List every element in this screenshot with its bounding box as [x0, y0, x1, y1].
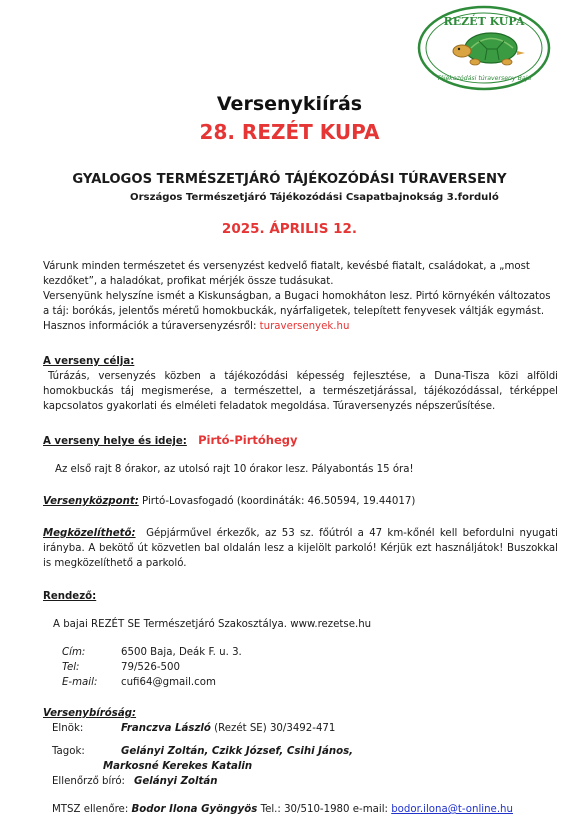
access-paragraph	[43, 526, 558, 571]
organizer-text: A bajai REZÉT SE Természetjáró Szakosztálya. www.rezetse.hu	[53, 619, 372, 630]
organizer-heading: Rendező:	[43, 591, 97, 602]
rezet-kupa-logo	[417, 5, 551, 91]
phone-value: 79/526-500	[121, 662, 180, 673]
address-label: Cím:	[62, 647, 86, 658]
turaversenyek-link[interactable]: turaversenyek.hu	[259, 321, 350, 332]
event-subtitle: Országos Természetjáró Tájékozódási Csapatbajnokság 3.forduló	[130, 192, 499, 203]
members-line-1: Gelányi Zoltán, Czikk József, Csihi János,	[121, 746, 354, 757]
document-title: Versenykiírás	[216, 93, 363, 115]
jury-details	[0, 721, 579, 791]
intro-paragraph-3	[43, 319, 558, 334]
jury-heading: Versenybíróság:	[43, 708, 137, 719]
mtsz-line	[52, 802, 572, 817]
chair-rest: (Rezét SE) 30/3492-471	[210, 723, 336, 734]
event-name: 28. REZÉT KUPA	[199, 120, 380, 144]
chair-name: Franczva László	[121, 723, 211, 734]
access-text: Gépjárművel érkezők, az 53 sz. főútról a 47 km-kőnél kell befordulni nyugati irányba. A bekötő út közvetlen bal oldalán lesz a kijelölt parkoló! Kérjük ezt használjátok! Buszokkal is megközelíthető a parkoló.	[43, 528, 558, 569]
goal-text: Túrázás, versenyzés közben a tájékozódási képesség fejlesztése, a Duna-Tisza közi alföldi homokbuckás táj megismerése, a természettel, a természetjárással, tájékozódással, térképpel kapcsolatos gyakorlati és elméleti feladatok megoldása. Túraversenyzés népszerűsítése.	[43, 371, 558, 412]
email-value[interactable]: cufi64@gmail.com	[121, 677, 216, 688]
logo-top-text: REZÉT KUPA	[443, 15, 525, 28]
control-name: Gelányi Zoltán	[134, 776, 218, 787]
access-heading: Megközelíthető:	[43, 528, 136, 539]
organizer-contacts	[0, 645, 579, 695]
center-line	[43, 494, 558, 509]
chair-label: Elnök:	[52, 723, 84, 734]
event-date: 2025. ÁPRILIS 12.	[221, 221, 358, 237]
address-value: 6500 Baja, Deák F. u. 3.	[121, 647, 242, 658]
center-heading: Versenyközpont:	[43, 496, 139, 507]
goal-heading: A verseny célja:	[43, 356, 135, 367]
center-text: Pirtó-Lovasfogadó (koordináták: 46.50594, 19.44017)	[142, 496, 416, 507]
control-label: Ellenőrző bíró:	[52, 776, 125, 787]
mtsz-name: Bodor Ilona Gyöngyös	[131, 804, 258, 815]
info-prefix: Hasznos információk a túraversenyzésről:	[43, 321, 257, 332]
venue-line	[43, 433, 558, 449]
intro-paragraph-1: Várunk minden természetet és versenyzést kedvelő fiatalt, kevésbé fiatalt, családokat, a „most kezdőket”, a haladókat, profikat mérjék össze tudásukat.	[43, 261, 530, 287]
venue-place: Pirtó-Pirtóhegy	[198, 433, 298, 447]
members-line-2: Markosné Kerekes Katalin	[103, 761, 253, 772]
intro-paragraph-2: Versenyünk helyszíne ismét a Kiskunságban, a Bugaci homokháton lesz. Pirtó környékén változatos a táj: borókás, jelentős méretű homokbuckák, nyárfaligetek, telepített fenyvesek váltják egymást.	[43, 291, 551, 317]
chair-line	[121, 721, 335, 736]
mtsz-tel: Tel.: 30/510-1980 e-mail:	[257, 804, 388, 815]
phone-label: Tel:	[62, 662, 80, 673]
mtsz-email-link[interactable]: bodor.ilona@t-online.hu	[391, 804, 513, 815]
mtsz-label: MTSZ ellenőre:	[52, 804, 129, 815]
venue-heading: A verseny helye és ideje:	[43, 436, 187, 447]
venue-text: Az első rajt 8 órakor, az utolsó rajt 10 órakor lesz. Pályabontás 15 óra!	[55, 464, 414, 475]
members-label: Tagok:	[52, 746, 85, 757]
email-label: E-mail:	[62, 677, 98, 688]
intro-section	[43, 259, 558, 334]
event-type: GYALOGOS TERMÉSZETJÁRÓ TÁJÉKOZÓDÁSI TÚRAVERSENY	[72, 172, 507, 187]
logo-bottom-text: Tájékozódási túraverseny Baja	[436, 75, 532, 82]
